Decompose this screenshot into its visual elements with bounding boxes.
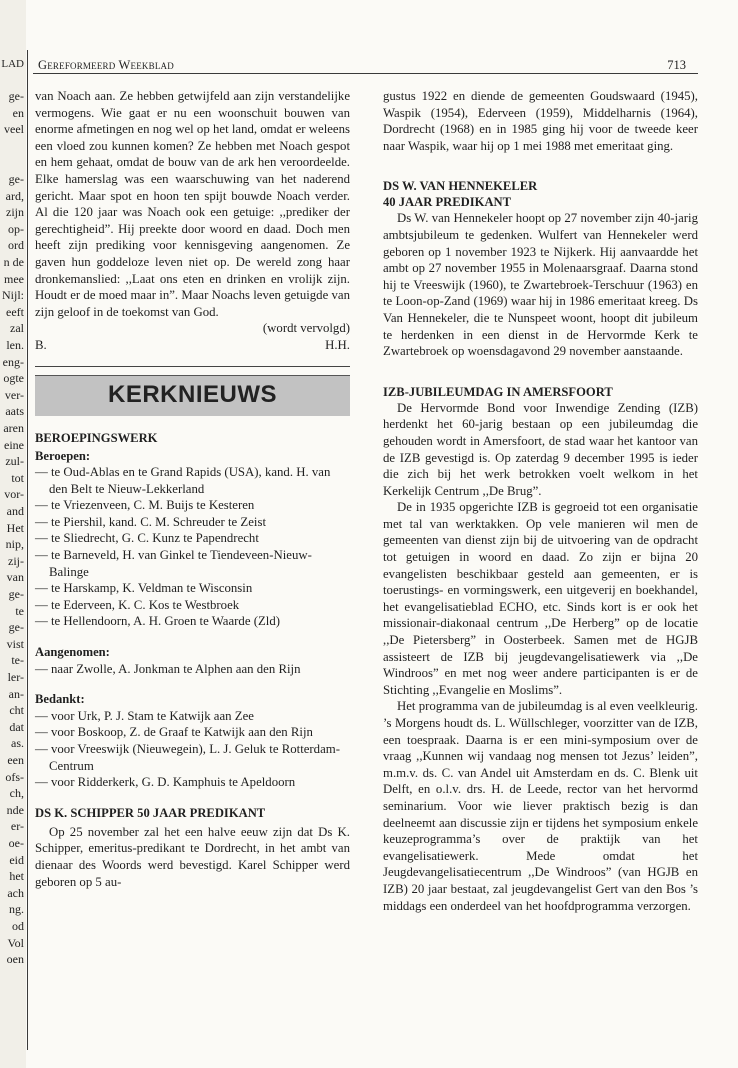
edge-fragment: Vol bbox=[7, 935, 24, 950]
list-item: — te Oud-Ablas en te Grand Rapids (USA), kand. H. van den Belt te Nieuw-Lekkerland bbox=[35, 464, 350, 497]
list-item: — te Barneveld, H. van Ginkel te Tiendeveen-Nieuw-Balinge bbox=[35, 547, 350, 580]
schipper-continuation: gustus 1922 en diende de gemeenten Goudswaard (1945), Waspik (1954), Ederveen (1959), Middelharnis (1964), Dordrecht (1968) en in 1985 ging hij voor de tweede keer naar Waspik, waar hij op 1 mei 1988 met emeritaat ging. bbox=[383, 89, 698, 153]
edge-fragment: oe- bbox=[8, 836, 24, 850]
edge-fragment: oen bbox=[6, 952, 24, 967]
list-item: — voor Urk, P. J. Stam te Katwijk aan Zee bbox=[35, 708, 350, 725]
beroepingswerk-heading: BEROEPINGSWERK bbox=[35, 430, 158, 445]
list-item: — te Sliedrecht, G. C. Kunz te Papendrecht bbox=[35, 530, 350, 547]
edge-fragment: ge- bbox=[8, 89, 24, 103]
edge-fragment: an- bbox=[8, 686, 24, 701]
izb-paragraph-2: De in 1935 opgerichte IZB is gegroeid tot een organisatie met tal van werktakken. Op vele manieren wil men de gemeenten van dienst zijn bij de uitvoering van de opdracht tot getuigen in woord en daad. Zo zijn er bijna 20 evangelisten beschikbaar gesteld aan gemeenten, er is toerustings- en vormingswerk, een uitgeverij en boekhandel, het evangelisatieblad ECHO, etc. Sinds kort is er ook het missionair-diakonaal centrum ,,De Herberg” op de locatie ,,De Pietersberg” in Oosterbeek. Samen met de HGJB assisteert de IZB bij jeugdevangelisatiewerk via ,,De Windroos” en met nog weer andere participanten is er de Stichting ,,Evangelie en Moslims”. bbox=[383, 500, 698, 697]
page-number: 713 bbox=[667, 58, 686, 72]
edge-fragment: aren bbox=[3, 421, 24, 435]
list-item: — te Piershil, kand. C. M. Schreuder te Zeist bbox=[35, 514, 350, 531]
beroepen-list bbox=[35, 464, 350, 630]
edge-fragment: vist bbox=[6, 636, 24, 651]
schipper-body: Op 25 november zal het een halve eeuw zijn dat Ds K. Schipper, emeritus-predikant te Dordrecht, in het ambt van dienaar des Woords werd bevestigd. Karel Schipper werd geboren op 5 au- bbox=[35, 824, 350, 889]
adjacent-page-edge bbox=[0, 0, 26, 1068]
list-item: — naar Zwolle, A. Jonkman te Alphen aan den Rijn bbox=[35, 661, 350, 678]
edge-fragment: ng. bbox=[9, 902, 24, 917]
edge-fragment: van bbox=[6, 570, 24, 585]
edge-fragment: vor- bbox=[4, 487, 24, 502]
edge-fragment: Het bbox=[6, 520, 24, 535]
edge-fragment: en bbox=[12, 105, 24, 120]
edge-fragment: eine bbox=[4, 437, 24, 452]
section-rule bbox=[35, 366, 350, 367]
edge-fragment: tot bbox=[11, 470, 24, 485]
edge-fragment: Nijl: bbox=[1, 288, 24, 303]
aangenomen-list bbox=[35, 661, 350, 678]
edge-fragment: er- bbox=[10, 819, 24, 834]
column-right bbox=[383, 88, 698, 914]
signature-left: B. bbox=[35, 337, 47, 352]
section-banner: KERKNIEUWS bbox=[35, 375, 350, 416]
edge-fragment: ch, bbox=[9, 786, 24, 801]
edge-fragment: zijn bbox=[6, 205, 24, 220]
edge-fragment: te- bbox=[11, 653, 24, 668]
beroepen-label: Beroepen: bbox=[35, 448, 91, 463]
list-item: — te Vriezenveen, C. M. Buijs te Kesteren bbox=[35, 497, 350, 514]
edge-fragment: eeft bbox=[6, 304, 24, 319]
edge-fragment: zal bbox=[10, 321, 24, 336]
edge-fragment: ach bbox=[7, 885, 24, 900]
edge-fragment: cht bbox=[9, 703, 24, 718]
list-item: — te Hellendoorn, A. H. Groen te Waarde (Zld) bbox=[35, 613, 350, 630]
edge-fragment: and bbox=[6, 504, 24, 518]
edge-fragment: ord bbox=[8, 238, 24, 253]
list-item: — voor Boskoop, Z. de Graaf te Katwijk aan den Rijn bbox=[35, 724, 350, 741]
schipper-heading: DS K. SCHIPPER 50 JAAR PREDIKANT bbox=[35, 805, 266, 820]
edge-fragment: aats bbox=[5, 404, 24, 419]
edge-corner-text: LAD bbox=[1, 58, 24, 70]
edge-fragment: ofs- bbox=[5, 769, 24, 784]
list-item: — te Ederveen, K. C. Kos te Westbroek bbox=[35, 597, 350, 614]
list-item: — te Harskamp, K. Veldman te Wisconsin bbox=[35, 580, 350, 597]
edge-fragment: ver- bbox=[4, 387, 24, 402]
running-header-title: Gereformeerd Weekblad bbox=[38, 58, 174, 72]
edge-fragment: n de bbox=[3, 255, 24, 269]
edge-fragment: eid bbox=[9, 852, 24, 867]
izb-paragraph-3: Het programma van de jubileumdag is al even veelkleurig. ’s Morgens houdt ds. L. Wüllschleger, voorzitter van de IZB, een toespraak. Daarna is er een mini-symposium over de vraag ,,Kunnen wij vandaag nog mensen tot Jezus’ leiden”, m.m.v. ds. C. van Andel uit Amsterdam en ds. C. Blenk uit Delft, en o.l.v. drs. H. de Leede, rector van het hervormd seminarium. Voor wie liever praktisch bezig is dan deelneemt aan discussie zijn er tijdens het symposium enkele keuzeprogramma’s over de praktijk van het evangelisatiewerk. Mede omdat het Jeugdevangelisatiecentrum ,,De Windroos” (van HGJB en IZB) 20 jaar bestaat, zal jeugdevangelist Gert van den Bos ’s middags een onderdeel van het hoofdprogramma verzorgen. bbox=[383, 699, 698, 913]
bedankt-list bbox=[35, 708, 350, 791]
signature-right: H.H. bbox=[325, 337, 350, 352]
continued-note: (wordt vervolgd) bbox=[262, 321, 350, 336]
edge-fragment: as. bbox=[11, 736, 24, 751]
list-item: — voor Vreeswijk (Nieuwegein), L. J. Geluk te Rotterdam-Centrum bbox=[35, 741, 350, 774]
edge-fragment: nip, bbox=[5, 537, 24, 552]
izb-heading: IZB-JUBILEUMDAG IN AMERSFOORT bbox=[383, 384, 613, 399]
bedankt-label: Bedankt: bbox=[35, 692, 85, 707]
edge-fragment: te bbox=[15, 603, 24, 618]
edge-fragment: het bbox=[9, 869, 24, 884]
edge-fragment: ler- bbox=[7, 670, 24, 684]
edge-fragment: dat bbox=[9, 719, 24, 734]
hennekeler-heading-2: 40 JAAR PREDIKANT bbox=[383, 195, 512, 210]
edge-fragment: ard, bbox=[5, 188, 24, 203]
edge-fragment: een bbox=[7, 753, 24, 767]
hennekeler-heading-1: DS W. VAN HENNEKELER bbox=[383, 179, 538, 194]
column-left bbox=[35, 88, 350, 890]
list-item: — voor Ridderkerk, G. D. Kamphuis te Apeldoorn bbox=[35, 774, 350, 791]
article-ending-text: van Noach aan. Ze hebben getwijfeld aan zijn verstandelijke vermogens. Wie gaat er nu een woonschuit bouwen van enorme afmetingen en nog wel op het land, omdat er weleens een vloed zou kunnen komen? Ze hebben met Noach gespot en hem gehaat, omdat de bouw van de ark hen veroordeelde. Elke hamerslag was een waarschuwing van het naderend gericht. Maar spot en hoon ten spijt bouwde Noach verder. Al die 120 jaar was Noach ook een getuige: ,,prediker der gerechtigheid”. Hij preekte door woord en daad. Doch men heeft zijn prediking voor kennisgeving aangenomen. Ze gaven hun goddeloze leven niet op. De wereld zong haar dronkemanslied: ,,Laat ons eten en drinken en vrolijk zijn. Houdt er de moed maar in”. Maar Noachs leven getuigde van zijn geloof in de toekomst van God. bbox=[35, 89, 350, 319]
gutter-rule bbox=[27, 50, 28, 1050]
edge-fragment: op- bbox=[8, 221, 24, 236]
edge-fragment: ge- bbox=[8, 620, 24, 635]
edge-fragment: zul- bbox=[5, 454, 24, 469]
edge-fragment: ogte bbox=[3, 371, 24, 386]
edge-fragment: zij- bbox=[8, 553, 24, 568]
edge-fragment: ge- bbox=[8, 172, 24, 186]
edge-fragment: nde bbox=[6, 802, 24, 817]
signature-row bbox=[35, 337, 350, 354]
edge-fragment: mee bbox=[4, 271, 24, 286]
edge-fragment: ge- bbox=[8, 587, 24, 601]
header-rule bbox=[33, 73, 698, 74]
izb-paragraph-1: De Hervormde Bond voor Inwendige Zending (IZB) herdenkt het 60-jarig bestaan op een jubileumdag die gehouden wordt in Amersfoort, de stad waar het kantoor van de IZB gevestigd is. Op zaterdag 9 december 1995 is ieder die zich bij het werk betrokken voelt welkom in het Kerkelijk Centrum ,,De Brug”. bbox=[383, 400, 698, 498]
edge-fragment: od bbox=[12, 919, 24, 933]
edge-fragment: eng- bbox=[2, 354, 24, 369]
aangenomen-label: Aangenomen: bbox=[35, 645, 110, 660]
edge-fragment: veel bbox=[4, 122, 24, 137]
edge-fragment: len. bbox=[6, 338, 24, 352]
hennekeler-body: Ds W. van Hennekeler hoopt op 27 november zijn 40-jarig ambtsjubileum te gedenken. Wulfert van Hennekeler werd geboren op 1 november 1923 te Nijkerk. Hij aanvaardde het ambt op 27 november 1955 in Molenaarsgraaf. Daarna stond hij te Vreeswijk (1960), te Zwartebroek-Terschuur (1963) en te Loon-op-Zand (1969) waar hij in 1986 emeritaat kreeg. Ds Van Hennekeler, die te Nunspeet woont, hoopt dit jubileum te herdenken in een dienst in de Hervormde Kerk te Zwartebroek op woensdagavond 29 november aanstaande. bbox=[383, 211, 698, 359]
